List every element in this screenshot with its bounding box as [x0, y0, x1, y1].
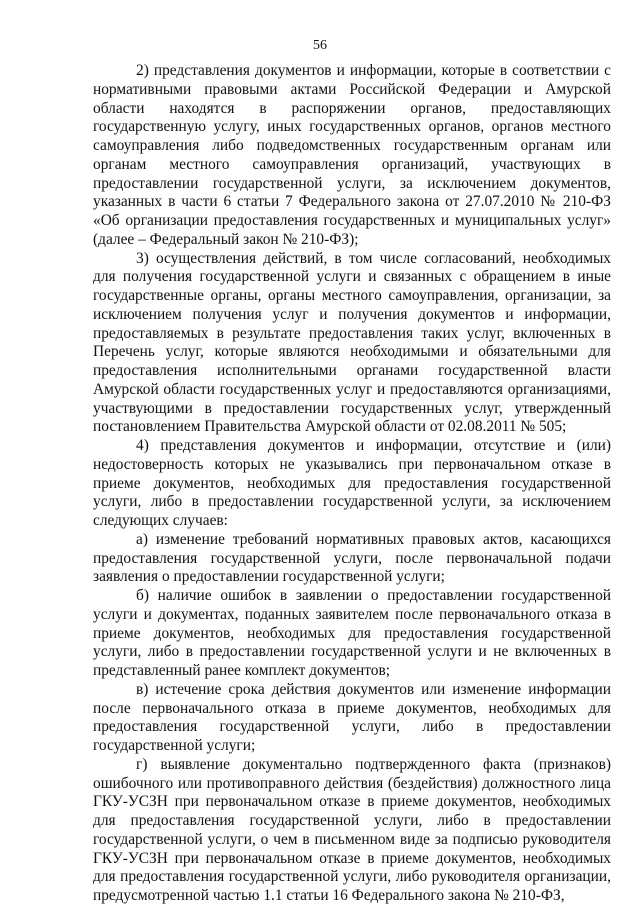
- paragraph-subitem-v: в) истечение срока действия документов или изменение информации после первоначального отказа в приеме документов, необходимых для предоставления государственной услуги, либо в предоставлении государственной услуги;: [93, 680, 611, 754]
- paragraph-subitem-b: б) наличие ошибок в заявлении о предоставлении государственной услуги и документах, поданных заявителем после первоначального отказа в приеме документов, необходимых для предоставления государственной услуги, либо в предоставлении государственной услуги и не включенных в представленный ранее комплект документов;: [93, 587, 611, 679]
- paragraph-item-2: 2) представления документов и информации, которые в соответствии с нормативными правовыми актами Российской Федерации и Амурской области находятся в распоряжении органов, предоставляющих государственную услугу, иных государственных органов, органов местного самоуправления либо подведомственных государственным органам или органам местного самоуправления организаций, участвующих в предоставлении государственной услуги, за исключением документов, указанных в части 6 статьи 7 Федерального закона от 27.07.2010 № 210-ФЗ «Об организации предоставления государственных и муниципальных услуг» (далее – Федеральный закон № 210-ФЗ);: [93, 62, 611, 248]
- paragraph-subitem-a: а) изменение требований нормативных правовых актов, касающихся предоставления государственной услуги, после первоначальной подачи заявления о предоставлении государственной услуги;: [93, 530, 611, 586]
- paragraph-item-4: 4) представления документов и информации, отсутствие и (или) недостоверность которых не указывались при первоначальном отказе в приеме документов, необходимых для предоставления государственной услуги, либо в предоставлении государственной услуги, за исключением следующих случаев:: [93, 437, 611, 529]
- document-body: [93, 62, 611, 906]
- paragraph-item-3: 3) осуществления действий, в том числе согласований, необходимых для получения государственной услуги и связанных с обращением в иные государственные органы, органы местного самоуправления, организации, за исключением получения услуг и получения документов и информации, предоставляемых в результате предоставления таких услуг, включенных в Перечень услуг, которые являются необходимыми и обязательными для предоставления исполнительными органами государственной власти Амурской области государственных услуг и предоставляются организациями, участвующими в предоставлении государственных услуг, утвержденный постановлением Правительства Амурской области от 02.08.2011 № 505;: [93, 249, 611, 436]
- page-number: 56: [313, 38, 327, 53]
- paragraph-subitem-g: г) выявление документально подтвержденного факта (признаков) ошибочного или противоправного действия (бездействия) должностного лица ГКУ-УСЗН при первоначальном отказе в приеме документов, необходимых для предоставления государственной услуги, либо в предоставлении государственной услуги, о чем в письменном виде за подписью руководителя ГКУ-УСЗН при первоначальном отказе в приеме документов, необходимых для предоставления государственной услуги, либо руководителя организации, предусмотренной частью 1.1 статьи 16 Федерального закона № 210-ФЗ,: [93, 755, 611, 904]
